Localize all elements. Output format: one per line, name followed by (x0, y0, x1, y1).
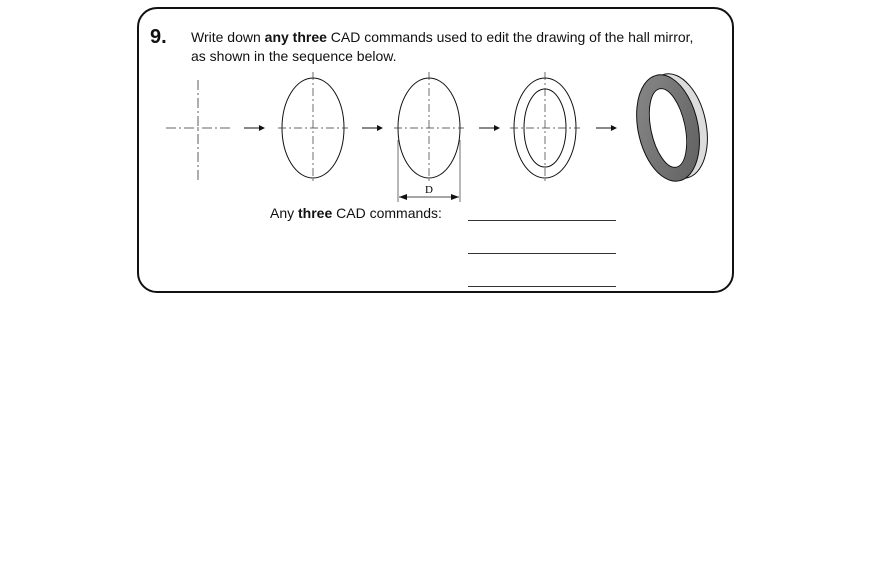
question-line-2: as shown in the sequence below. (191, 48, 397, 64)
step-ellipse-dimension (394, 72, 464, 202)
step-offset-ellipse (510, 72, 580, 184)
answer-line-3[interactable] (468, 286, 616, 287)
answer-line-1[interactable] (468, 220, 616, 221)
answer-label: Any three CAD commands: (270, 205, 442, 221)
step-3d-ring (627, 68, 716, 187)
step-centre-lines (166, 80, 232, 180)
question-line-1: Write down any three CAD commands used to edit the drawing of the hall mirror, (191, 29, 694, 45)
answer-line-2[interactable] (468, 253, 616, 254)
question-number: 9. (150, 26, 167, 48)
step-ellipse (278, 72, 348, 184)
dimension-label: D (425, 184, 433, 196)
